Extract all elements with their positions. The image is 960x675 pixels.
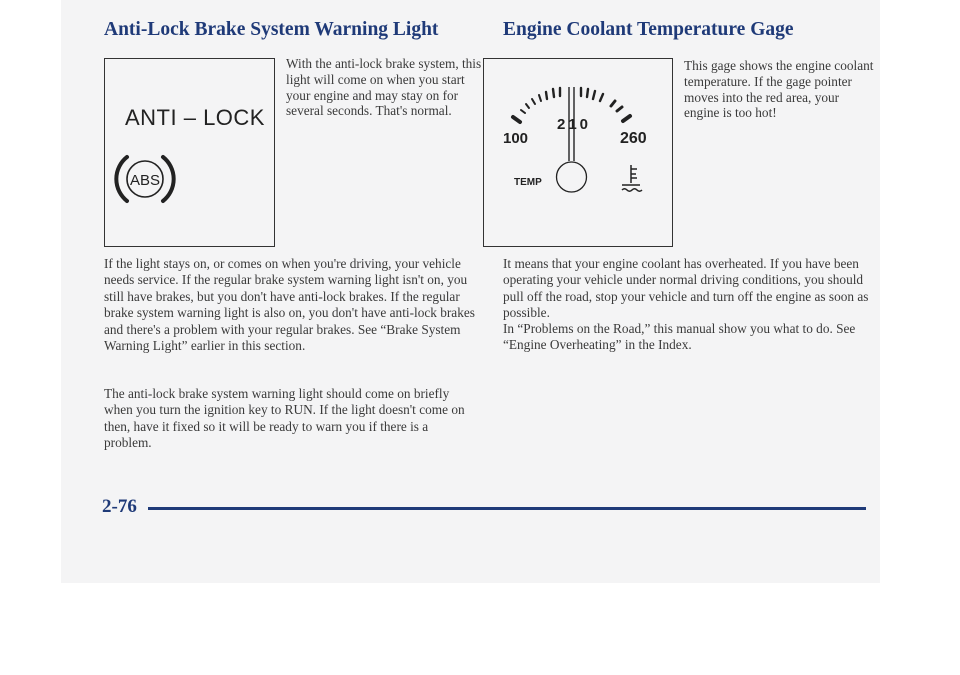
- gage-side-text: This gage shows the engine coolant temperature. If the gage pointer moves into the red area, your engine is too hot!: [684, 58, 874, 121]
- coolant-gauge-figure: [483, 58, 673, 247]
- anti-lock-label: ANTI – LOCK: [125, 105, 265, 130]
- abs-symbol-icon: [113, 147, 177, 211]
- coolant-paragraph-2: In “Problems on the Road,” this manual show you what to do. See “Engine Overheating” in the Index.: [503, 321, 856, 353]
- abs-paragraph-1: If the light stays on, or comes on when you're driving, your vehicle needs service. If the regular brake system warning light isn't on, you still have brakes, but you don't have anti-lock brakes. If the regular brake system warning light is also on, you don't have anti-lock brakes and there's a problem with your regular brakes. See “Brake System Warning Light” earlier in this section.: [104, 256, 475, 354]
- gauge-max-label: 260: [620, 130, 647, 147]
- abs-paragraph-2: The anti-lock brake system warning light should come on briefly when you turn the ignition key to RUN. If the light doesn't come on then, have it fixed so it will be ready to warn you if there is a problem.: [104, 386, 465, 451]
- abs-warning-light-figure: [104, 58, 275, 247]
- coolant-gage-heading: Engine Coolant Temperature Gage: [503, 19, 794, 40]
- footer-rule: [148, 507, 866, 510]
- coolant-paragraph-1: It means that your engine coolant has overheated. If you have been operating your vehicle under normal driving conditions, you should pull off the road, stop your vehicle and turn off the engine as soon as possible.: [503, 256, 869, 321]
- abs-symbol-text: ABS: [129, 172, 161, 189]
- temperature-gauge-icon: [484, 59, 671, 245]
- abs-warning-heading: Anti-Lock Brake System Warning Light: [104, 19, 439, 40]
- gauge-min-label: 100: [503, 130, 529, 147]
- coolant-thermometer-icon: [622, 165, 642, 191]
- page-number: 2-76: [102, 496, 137, 517]
- abs-side-text: With the anti-lock brake system, this light will come on when you start your engine and may stay on for several seconds. That's normal.: [286, 56, 482, 119]
- gauge-mid-label: 210: [557, 116, 592, 133]
- gauge-temp-label: TEMP: [514, 177, 542, 188]
